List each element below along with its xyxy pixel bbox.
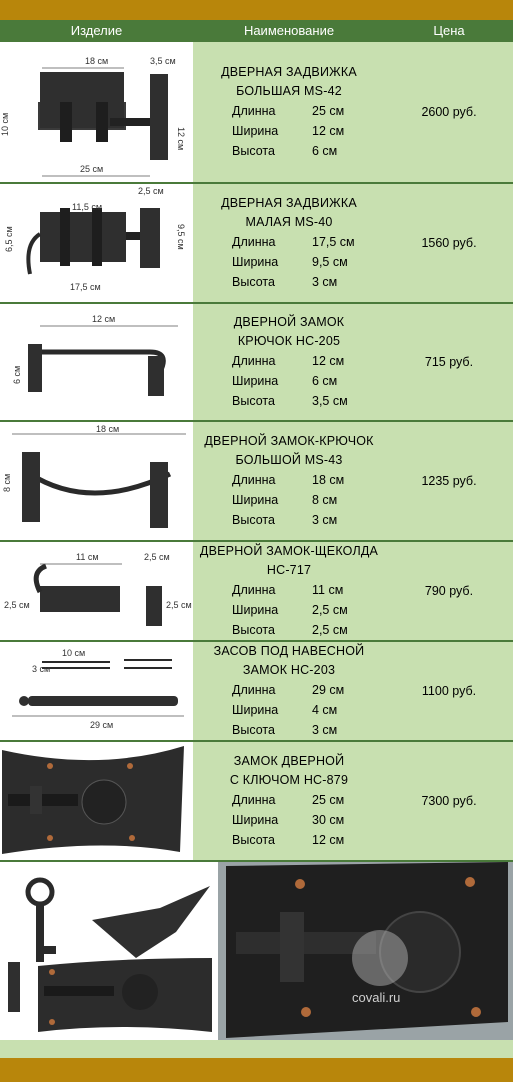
product-image	[0, 42, 193, 182]
spec-label: Ширина	[232, 255, 279, 269]
product-title: ЗАСОВ ПОД НАВЕСНОЙ	[213, 644, 365, 658]
price-cell: 790 руб.	[385, 542, 513, 640]
dim-label: 6 см	[12, 365, 22, 384]
product-title: ДВЕРНОЙ ЗАМОК	[233, 315, 345, 329]
product-image	[0, 542, 193, 640]
spec-label: Ширина	[232, 603, 279, 617]
spec-label: Длинна	[232, 683, 276, 697]
table-row	[0, 182, 513, 302]
spec-value: 12 см	[312, 354, 345, 368]
spec-label: Длинна	[232, 583, 276, 597]
product-name-cell	[193, 742, 385, 860]
product-title: ЗАМОК НС-203	[242, 663, 336, 677]
product-drawing	[8, 880, 212, 1032]
dim-label: 25 см	[80, 164, 104, 174]
spec-value: 6 см	[312, 374, 338, 388]
product-title: С КЛЮЧОМ НС-879	[229, 773, 349, 787]
spec-label: Высота	[232, 144, 275, 158]
price-cell: 1560 руб.	[385, 184, 513, 302]
spec-value: 30 см	[312, 813, 345, 827]
spec-value: 9,5 см	[312, 255, 348, 269]
spec-value: 12 см	[312, 124, 345, 138]
spec-value: 29 см	[312, 683, 345, 697]
table-row	[0, 540, 513, 640]
spec-value: 2,5 см	[312, 603, 348, 617]
spec-label: Длинна	[232, 473, 276, 487]
product-name-cell	[193, 542, 385, 640]
spec-label: Высота	[232, 623, 275, 637]
dim-label: 9,5 см	[176, 224, 186, 250]
spec-value: 25 см	[312, 104, 345, 118]
price-cell: 1235 руб.	[385, 422, 513, 540]
product-image	[0, 742, 193, 860]
product-name-cell	[193, 184, 385, 302]
product-title: МАЛАЯ MS-40	[245, 215, 333, 229]
spec-value: 18 см	[312, 473, 345, 487]
dim-label: 11 см	[76, 552, 99, 562]
spec-value: 3,5 см	[312, 394, 348, 408]
dim-label: 2,5 см	[166, 600, 192, 610]
product-name-cell	[193, 304, 385, 420]
spec-label: Длинна	[232, 104, 276, 118]
spec-label: Ширина	[232, 124, 279, 138]
dim-label: 11,5 см	[72, 202, 103, 212]
table-header	[0, 20, 513, 40]
product-title: ДВЕРНАЯ ЗАДВИЖКА	[221, 65, 357, 79]
spec-value: 3 см	[312, 723, 338, 737]
spec-value: 11 см	[312, 583, 344, 597]
product-title: КРЮЧОК НС-205	[237, 334, 341, 348]
spec-label: Ширина	[232, 703, 279, 717]
spec-label: Ширина	[232, 374, 279, 388]
dim-label: 3 см	[32, 664, 51, 674]
spec-value: 25 см	[312, 793, 345, 807]
top-bar	[0, 0, 513, 20]
spec-label: Ширина	[232, 813, 279, 827]
dim-label: 18 см	[85, 56, 109, 66]
product-name-cell	[193, 642, 385, 740]
dim-label: 3,5 см	[150, 56, 176, 66]
bottom-bar	[0, 1058, 513, 1082]
product-photo	[218, 862, 513, 1040]
spec-label: Высота	[232, 833, 275, 847]
table-row	[0, 640, 513, 740]
spec-value: 3 см	[312, 513, 338, 527]
spec-value: 2,5 см	[312, 623, 348, 637]
bottom-strip	[0, 1040, 513, 1058]
spec-label: Длинна	[232, 354, 276, 368]
spec-value: 12 см	[312, 833, 345, 847]
dim-label: 18 см	[96, 424, 120, 434]
dim-label: 29 см	[90, 720, 114, 730]
spec-value: 4 см	[312, 703, 338, 717]
price-cell: 2600 руб.	[385, 42, 513, 182]
dim-label: 6,5 см	[4, 226, 14, 252]
dim-label: 10 см	[0, 112, 10, 136]
price-cell: 715 руб.	[385, 304, 513, 420]
spec-value: 3 см	[312, 275, 338, 289]
spec-value: 6 см	[312, 144, 338, 158]
product-image	[0, 304, 193, 420]
spec-label: Высота	[232, 275, 275, 289]
product-title: БОЛЬШОЙ MS-43	[235, 453, 343, 467]
product-title: ДВЕРНОЙ ЗАМОК-КРЮЧОК	[204, 434, 374, 448]
price-cell: 1100 руб.	[385, 642, 513, 740]
header-price: Цена	[433, 22, 465, 38]
spec-label: Ширина	[232, 493, 279, 507]
header-product: Изделие	[70, 22, 123, 38]
dim-label: 10 см	[62, 648, 86, 658]
spec-label: Длинна	[232, 235, 276, 249]
spec-label: Высота	[232, 513, 275, 527]
header-name: Наименование	[243, 22, 335, 38]
product-photo-section	[0, 860, 513, 1040]
table-row	[0, 740, 513, 860]
product-title: НС-717	[266, 563, 312, 577]
dim-label: 2,5 см	[138, 186, 164, 196]
price-cell: 7300 руб.	[385, 742, 513, 860]
dim-label: 2,5 см	[4, 600, 30, 610]
product-name-cell	[193, 42, 385, 182]
dim-label: 12 см	[92, 314, 116, 324]
product-image	[0, 184, 193, 302]
spec-value: 8 см	[312, 493, 338, 507]
product-title: ЗАМОК ДВЕРНОЙ	[233, 754, 345, 768]
table-row	[0, 302, 513, 420]
dim-label: 17,5 см	[70, 282, 101, 292]
spec-label: Длинна	[232, 793, 276, 807]
product-image	[0, 422, 193, 540]
table-row	[0, 420, 513, 540]
table-row	[0, 40, 513, 182]
product-image	[0, 642, 193, 740]
spec-label: Высота	[232, 723, 275, 737]
dim-label: 8 см	[2, 473, 12, 492]
product-title: БОЛЬШАЯ MS-42	[236, 84, 342, 98]
product-name-cell	[193, 422, 385, 540]
spec-label: Высота	[232, 394, 275, 408]
dim-label: 12 см	[176, 127, 186, 151]
watermark-text: covali.ru	[352, 990, 401, 1005]
spec-value: 17,5 см	[312, 235, 355, 249]
dim-label: 2,5 см	[144, 552, 170, 562]
product-title: ДВЕРНОЙ ЗАМОК-ЩЕКОЛДА	[199, 544, 379, 558]
product-title: ДВЕРНАЯ ЗАДВИЖКА	[221, 196, 357, 210]
